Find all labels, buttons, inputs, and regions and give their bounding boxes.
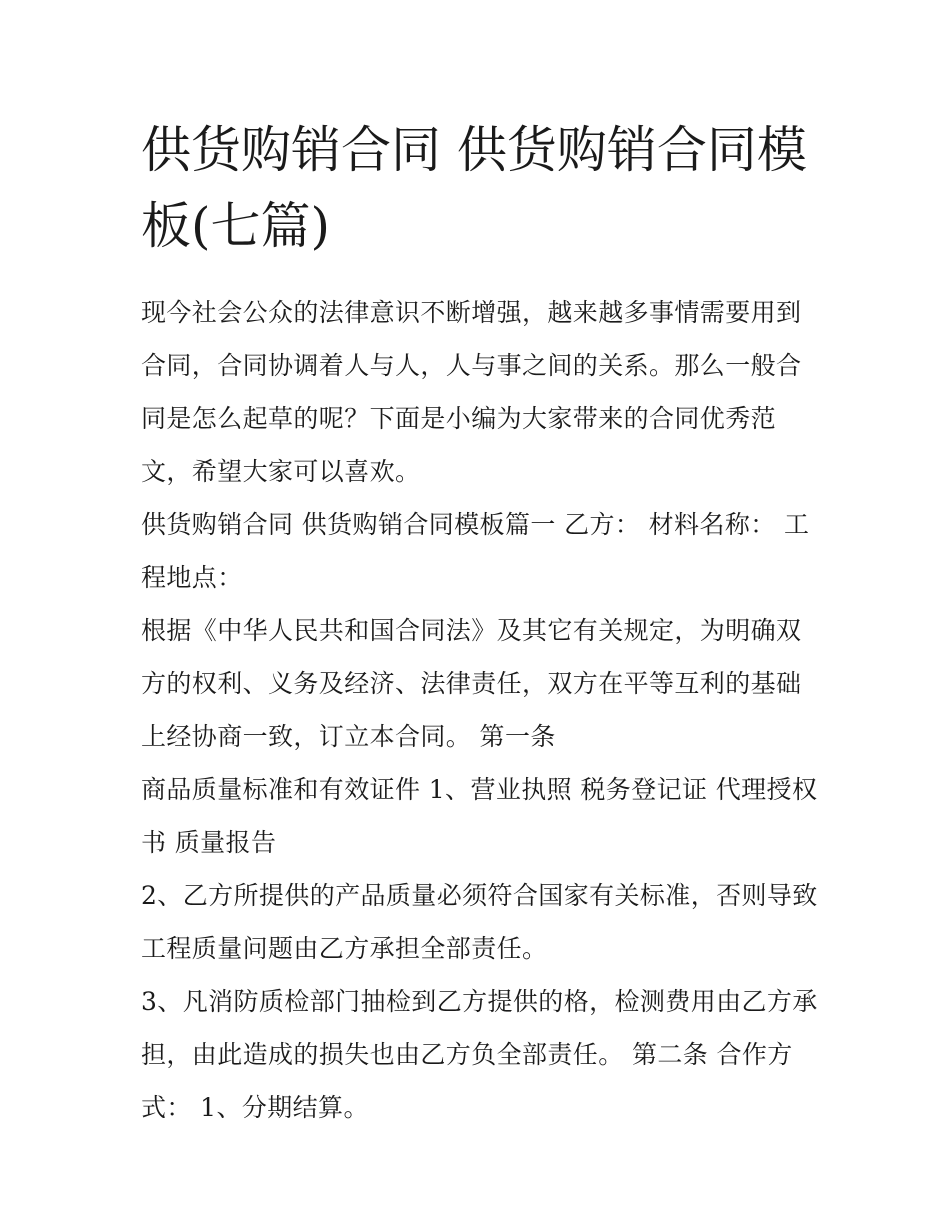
quality-requirement-paragraph: 2、乙方所提供的产品质量必须符合国家有关标准，否则导致工程质量问题由乙方承担全部责任。 xyxy=(141,881,818,963)
intro-paragraph: 现今社会公众的法律意识不断增强，越来越多事情需要用到合同，合同协调着人与人，人与事之间的关系。那么一般合同是怎么起草的呢？下面是小编为大家带来的合同优秀范文，希望大家可以喜欢。 xyxy=(141,298,802,486)
inspection-paragraph: 3、凡消防质检部门抽检到乙方提供的格，检测费用由乙方承担，由此造成的损失也由乙方负全部责任。 第二条 合作方式： 1、分期结算。 xyxy=(141,987,818,1122)
legal-basis-paragraph: 根据《中华人民共和国合同法》及其它有关规定，为明确双方的权利、义务及经济、法律责任，双方在平等互利的基础上经协商一致，订立本合同。 第一条 xyxy=(141,616,802,751)
document-title: 供货购销合同 供货购销合同模板(七篇) xyxy=(141,121,807,255)
document-body xyxy=(141,112,821,1134)
quality-standards-paragraph: 商品质量标准和有效证件 1、营业执照 税务登记证 代理授权书 质量报告 xyxy=(141,775,818,857)
contract-header-paragraph: 供货购销合同 供货购销合同模板篇一 乙方： 材料名称： 工程地点： xyxy=(141,510,810,592)
